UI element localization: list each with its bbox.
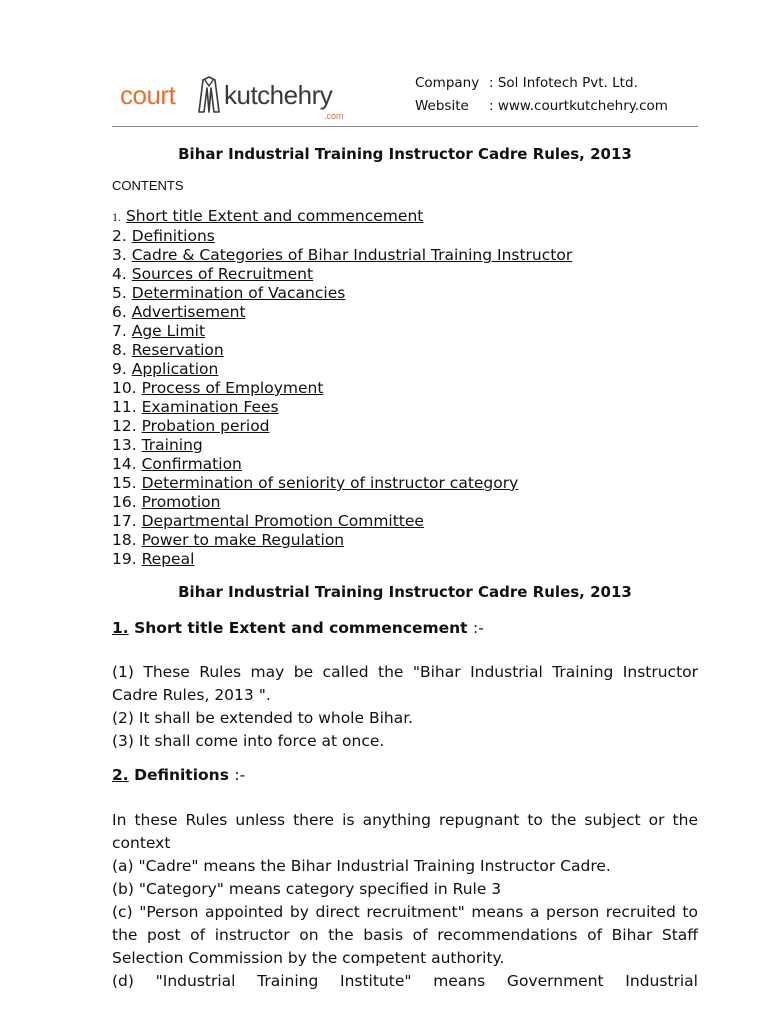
toc-item [112, 436, 572, 455]
company-label: Company [415, 75, 480, 91]
section-2-tail: :- [234, 766, 246, 784]
toc-item-number: 19. [112, 550, 137, 568]
toc-item-link[interactable]: Determination of seniority of instructor category [141, 474, 519, 492]
toc-item-link[interactable]: Examination Fees [141, 398, 279, 416]
document-title-repeat: Bihar Industrial Training Instructor Cadre Rules, 2013 [178, 583, 632, 601]
website-label: Website [415, 98, 469, 114]
company-info [415, 72, 668, 118]
website-row [415, 95, 668, 118]
section-2-intro: In these Rules unless there is anything repugnant to the subject or the context [112, 811, 698, 852]
toc-item [112, 207, 572, 227]
toc-item-number: 10. [112, 379, 137, 397]
section-2-number[interactable]: 2. [112, 766, 129, 784]
toc-item-number: 13. [112, 436, 137, 454]
section-1-heading [112, 619, 484, 637]
toc-item [112, 265, 572, 284]
toc-item [112, 512, 572, 531]
toc-item-link[interactable]: Process of Employment [141, 379, 324, 397]
toc-item-number: 4. [112, 265, 127, 283]
toc-item [112, 360, 572, 379]
section-2-paragraph: (b) "Category" means category specified in Rule 3 [112, 880, 502, 898]
header-divider [112, 126, 698, 127]
toc-item [112, 379, 572, 398]
toc-item-link[interactable]: Short title Extent and commencement [125, 207, 424, 225]
toc-item [112, 398, 572, 417]
toc-item-number: 14. [112, 455, 137, 473]
section-2-paragraph: (d) "Industrial Training Institute" means Government Industrial [112, 972, 698, 990]
section-1-paragraph: (1) These Rules may be called the "Bihar Industrial Training Instructor Cadre Rules, 2013 ". [112, 663, 698, 704]
toc-item-number: 2. [112, 227, 127, 245]
company-row [415, 72, 668, 95]
toc-item-link[interactable]: Advertisement [131, 303, 246, 321]
section-2-title: Definitions [134, 766, 229, 784]
toc-item [112, 284, 572, 303]
toc-item-number: 12. [112, 417, 137, 435]
toc-item-number: 5. [112, 284, 127, 302]
toc-item [112, 417, 572, 436]
toc-item-link[interactable]: Departmental Promotion Committee [141, 512, 424, 530]
toc-item-number: 1. [112, 210, 121, 224]
website-value[interactable]: : www.courtkutchehry.com [489, 98, 668, 114]
section-2-paragraph: (a) "Cadre" means the Bihar Industrial Training Instructor Cadre. [112, 857, 611, 875]
toc-item-link[interactable]: Application [131, 360, 219, 378]
toc-item [112, 227, 572, 246]
toc-item-link[interactable]: Power to make Regulation [141, 531, 345, 549]
toc-item-number: 11. [112, 398, 137, 416]
toc-item [112, 531, 572, 550]
toc-item [112, 303, 572, 322]
toc-item [112, 550, 572, 569]
toc-item-link[interactable]: Determination of Vacancies [131, 284, 346, 302]
toc-item-number: 15. [112, 474, 137, 492]
toc-item-link[interactable]: Probation period [141, 417, 270, 435]
section-1-tail: :- [472, 619, 484, 637]
toc-item-link[interactable]: Definitions [131, 227, 215, 245]
section-1-body [112, 661, 698, 753]
toc-item-number: 8. [112, 341, 127, 359]
section-2-body [112, 809, 698, 993]
toc-item-number: 17. [112, 512, 137, 530]
lawyer-gown-icon [194, 74, 224, 114]
toc-item-link[interactable]: Repeal [141, 550, 195, 568]
toc-item [112, 474, 572, 493]
section-1-paragraph: (3) It shall come into force at once. [112, 732, 385, 750]
toc-item [112, 493, 572, 512]
toc-item [112, 322, 572, 341]
document-title: Bihar Industrial Training Instructor Cadre Rules, 2013 [178, 145, 632, 163]
toc-item-link[interactable]: Reservation [131, 341, 224, 359]
toc-item-number: 9. [112, 360, 127, 378]
contents-label: CONTENTS [112, 178, 184, 193]
section-1-paragraph: (2) It shall be extended to whole Bihar. [112, 709, 414, 727]
page-header [112, 64, 698, 128]
toc-item-link[interactable]: Confirmation [141, 455, 242, 473]
toc-item-number: 16. [112, 493, 137, 511]
toc-item [112, 246, 572, 265]
logo-kutchehry-text: kutchehry [224, 80, 333, 110]
logo-com-text: .com [324, 111, 344, 121]
toc-item [112, 341, 572, 360]
section-1-number[interactable]: 1. [112, 619, 129, 637]
toc-item-link[interactable]: Sources of Recruitment [131, 265, 314, 283]
toc-item-number: 7. [112, 322, 127, 340]
table-of-contents [112, 207, 572, 569]
toc-item-link[interactable]: Age Limit [131, 322, 206, 340]
toc-item-link[interactable]: Cadre & Categories of Bihar Industrial Training Instructor [131, 246, 573, 264]
toc-item-link[interactable]: Promotion [141, 493, 221, 511]
logo-court-text: court [120, 80, 176, 110]
toc-item-number: 3. [112, 246, 127, 264]
section-1-title: Short title Extent and commencement [134, 619, 468, 637]
company-value: : Sol Infotech Pvt. Ltd. [489, 75, 638, 91]
toc-item-number: 18. [112, 531, 137, 549]
toc-item-link[interactable]: Training [141, 436, 203, 454]
toc-item [112, 455, 572, 474]
section-2-paragraph: (c) "Person appointed by direct recruitment" means a person recruited to the post of instructor on the basis of recommendations of Bihar Staff Selection Commission by the competent authority. [112, 903, 698, 967]
section-2-heading [112, 766, 245, 784]
toc-item-number: 6. [112, 303, 127, 321]
